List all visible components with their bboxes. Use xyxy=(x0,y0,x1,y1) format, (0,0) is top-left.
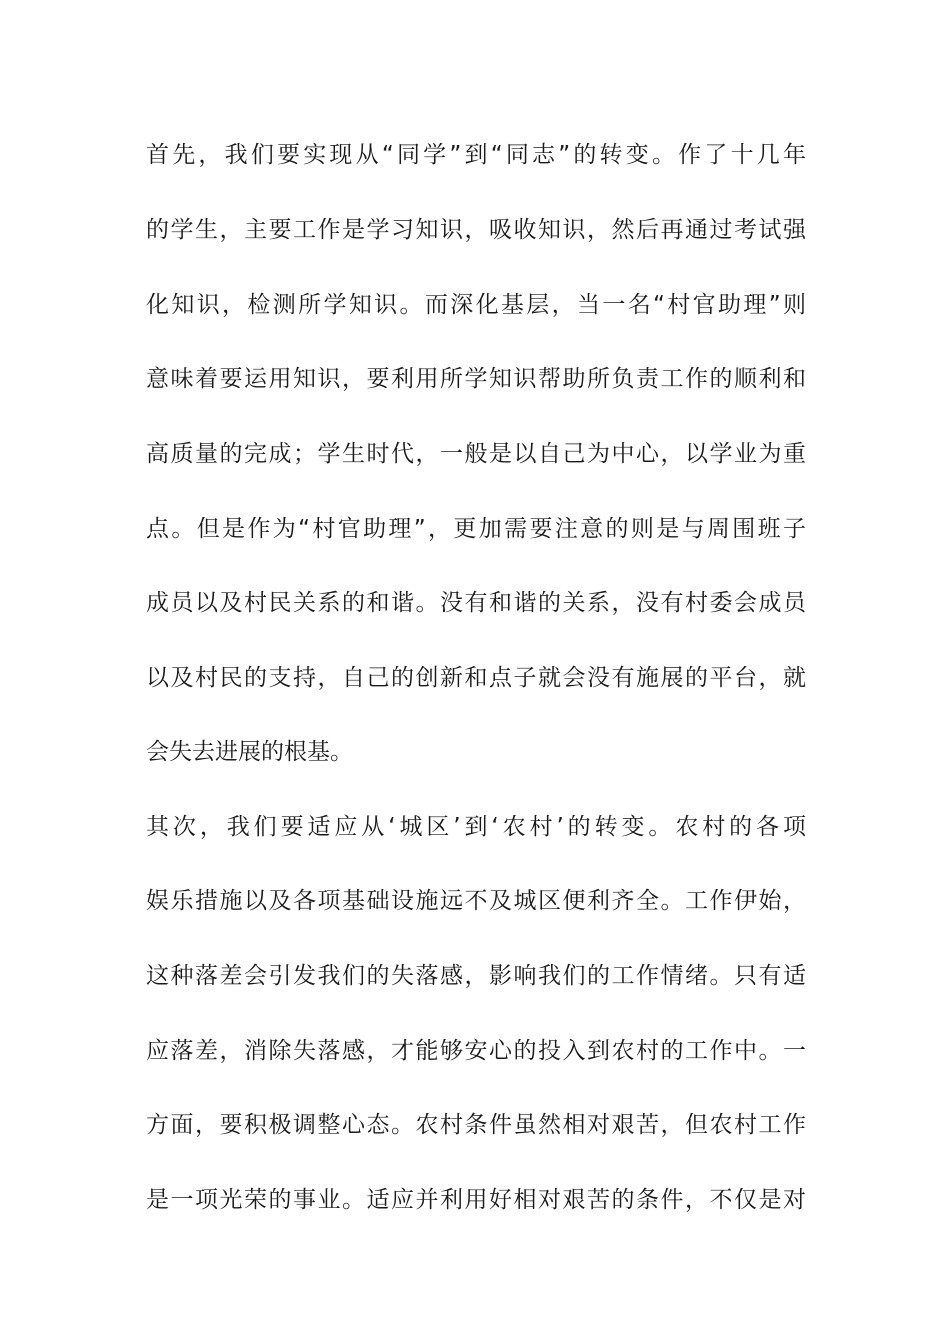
text-line: 娱乐措施以及各项基础设施远不及城区便利齐全。工作伊始， xyxy=(146,888,806,914)
text-line: 高质量的完成；学生时代，一般是以自己为中心，以学业为重 xyxy=(146,441,806,467)
text-line: 是一项光荣的事业。适应并利用好相对艰苦的条件，不仅是对 xyxy=(146,1187,806,1213)
text-line: 方面，要积极调整心态。农村条件虽然相对艰苦，但农村工作 xyxy=(146,1112,806,1138)
paragraph-end-line: 会失去进展的根基。 xyxy=(146,739,353,765)
text-line: 以及村民的支持，自己的创新和点子就会没有施展的平台，就 xyxy=(146,665,806,691)
text-line: 应落差，消除失落感，才能够安心的投入到农村的工作中。一 xyxy=(146,1038,806,1064)
text-line: 的学生，主要工作是学习知识，吸收知识，然后再通过考试强 xyxy=(146,217,806,243)
text-line: 这种落差会引发我们的失落感，影响我们的工作情绪。只有适 xyxy=(146,963,806,989)
text-line: 意味着要运用知识，要利用所学知识帮助所负责工作的顺利和 xyxy=(146,366,806,392)
text-line: 化知识，检测所学知识。而深化基层，当一名“村官助理”则 xyxy=(146,292,806,318)
text-line: 点。但是作为“村官助理”，更加需要注意的则是与周围班子 xyxy=(146,516,806,542)
text-line: 成员以及村民关系的和谐。没有和谐的关系，没有村委会成员 xyxy=(146,590,806,616)
text-line: 首先，我们要实现从“同学”到“同志”的转变。作了十几年 xyxy=(146,142,806,168)
text-line: 其次，我们要适应从‘城区’到‘农村’的转变。农村的各项 xyxy=(146,814,806,840)
